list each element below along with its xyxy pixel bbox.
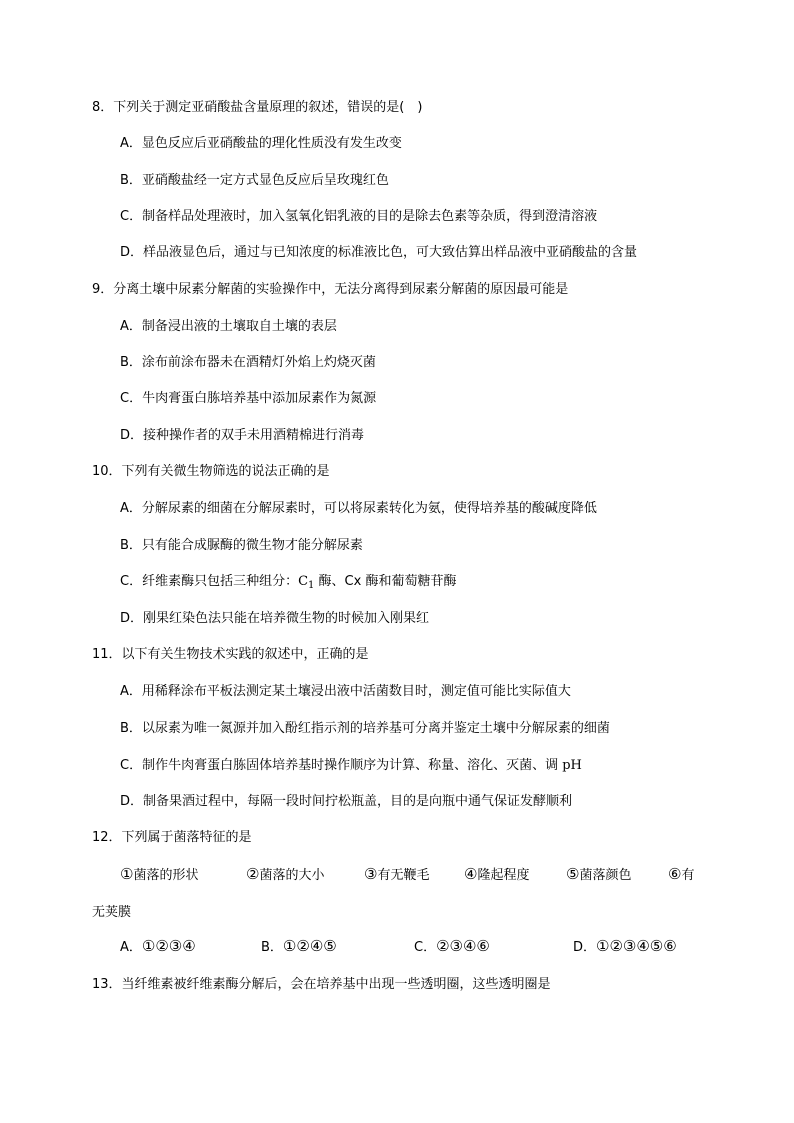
q8-option-c: C．制备样品处理液时，加入氢氧化铝乳液的目的是除去色素等杂质，得到澄清溶液 [120,209,598,224]
q12-option-d [573,937,677,957]
q12-feature-3 [364,865,429,885]
q10-option-c-prefix: C．纤维素酶只包括三种组分： [120,574,299,589]
q12-feature-1 [120,865,198,885]
q12-option-b-label: B． [261,940,283,955]
q12-option-a [120,937,196,957]
q12-feature-3-mark: ③ [364,865,378,883]
q12-feature-4 [464,865,529,885]
q10-c1-subscript: 1 [308,580,315,591]
q9-option-d: D．接种操作者的双手未用酒精棉进行消毒 [120,428,365,443]
q12-option-a-marks: ①②③④ [141,937,196,955]
q10-option-c [120,573,456,595]
q12-option-b-marks: ①②④⑤ [282,937,337,955]
q12-feature-6-text: 有 [681,868,695,883]
q12-feature-6-mark: ⑥ [668,865,682,883]
q12-feature-2-text: 菌落的大小 [259,868,325,883]
q12-option-d-marks: ①②③④⑤⑥ [596,937,677,955]
q8-stem: 8．下列关于测定亚硝酸盐含量原理的叙述，错误的是( ) [92,100,423,115]
q12-option-b [261,937,337,957]
q9-option-a: A．制备浸出液的土壤取自土壤的表层 [120,319,337,334]
q8-option-a: A．显色反应后亚硝酸盐的理化性质没有发生改变 [120,136,402,151]
q12-feature-6 [668,865,694,885]
q12-option-d-label: D． [573,940,597,955]
q12-feature-5-text: 菌落颜色 [579,868,632,883]
q10-option-d: D．刚果红染色法只能在培养微生物的时候加入刚果红 [120,611,430,626]
q11-option-b: B．以尿素为唯一氮源并加入酚红指示剂的培养基可分离并鉴定土壤中分解尿素的细菌 [120,721,610,736]
q8-option-d: D．样品液显色后，通过与已知浓度的标准液比色，可大致估算出样品液中亚硝酸盐的含量 [120,245,638,260]
q10-option-a: A．分解尿素的细菌在分解尿素时，可以将尿素转化为氨，使得培养基的酸碱度降低 [120,501,597,516]
q13-stem: 13．当纤维素被纤维素酶分解后，会在培养基中出现一些透明圈，这些透明圈是 [92,977,551,992]
q12-feature-1-mark: ① [120,865,134,883]
q10-c1-letter: C [298,574,309,589]
q11-stem: 11．以下有关生物技术实践的叙述中，正确的是 [92,647,369,662]
q12-feature-1-text: 菌落的形状 [133,868,199,883]
q12-feature-4-mark: ④ [464,865,478,883]
q12-feature-2 [246,865,324,885]
q11-option-c-text: C．制作牛肉膏蛋白胨固体培养基时操作顺序为计算、称量、溶化、灭菌、调 [120,758,563,773]
q10-option-b: B．只有能合成脲酶的微生物才能分解尿素 [120,538,363,553]
q11-option-c [120,757,582,775]
q10-option-c-suffix: 酶、Cx 酶和葡萄糖苷酶 [314,574,457,589]
q8-option-b: B．亚硝酸盐经一定方式显色反应后呈玫瑰红色 [120,173,389,188]
q12-stem: 12．下列属于菌落特征的是 [92,830,252,845]
q12-option-c-marks: ②③④⑥ [436,937,490,955]
q12-feature-4-text: 隆起程度 [477,868,530,883]
q9-option-b: B．涂布前涂布器未在酒精灯外焰上灼烧灭菌 [120,355,376,370]
q12-feature-2-mark: ② [246,865,260,883]
q9-option-c: C．牛肉膏蛋白胨培养基中添加尿素作为氮源 [120,391,377,406]
q12-feature-5-mark: ⑤ [566,865,580,883]
q10-stem: 10．下列有关微生物筛选的说法正确的是 [92,464,330,479]
q12-feature-3-text: 有无鞭毛 [377,868,430,883]
q11-ph: pH [562,758,582,773]
q12-feature-6-continuation: 无荚膜 [92,905,132,920]
q12-option-c-label: C． [414,940,437,955]
q12-option-c [414,937,490,957]
q11-option-a: A．用稀释涂布平板法测定某土壤浸出液中活菌数目时，测定值可能比实际值大 [120,684,571,699]
q12-feature-5 [566,865,631,885]
q11-option-d: D．制备果酒过程中，每隔一段时间拧松瓶盖，目的是向瓶中通气保证发酵顺利 [120,794,573,809]
q9-stem: 9．分离土壤中尿素分解菌的实验操作中，无法分离得到尿素分解菌的原因最可能是 [92,282,569,297]
q12-option-a-label: A． [120,940,142,955]
